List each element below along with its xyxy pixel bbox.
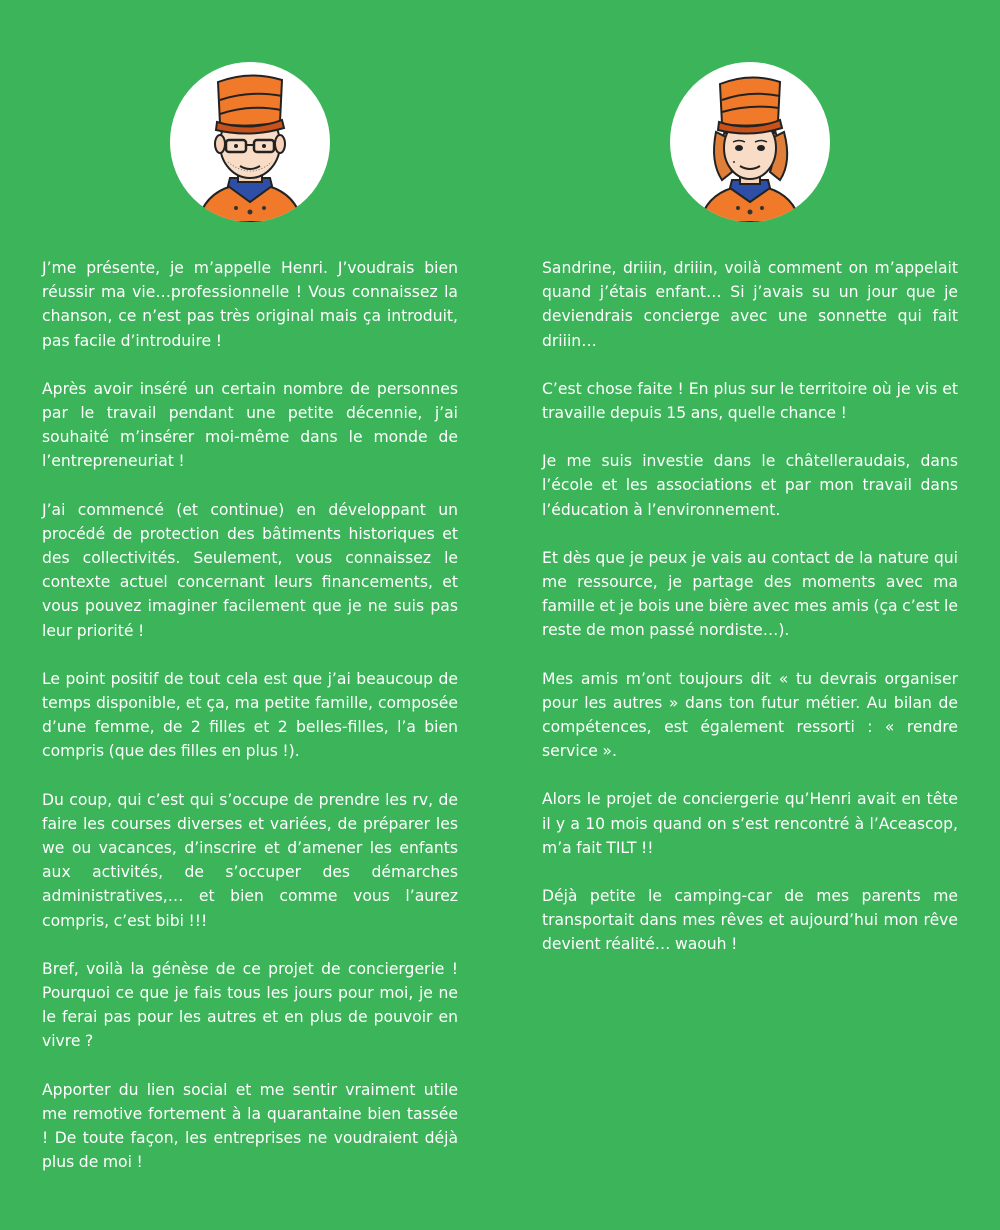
sandrine-paragraph: Je me suis investie dans le châtelleraudais, dans l’école et les associations et par mon travail dans l’éducation à l’environnement. (542, 452, 958, 519)
henri-column (42, 256, 458, 1199)
henri-paragraph: Apporter du lien social et me sentir vraiment utile me remotive fortement à la quarantaine bien tassée ! De toute façon, les entreprises ne voudraient déjà plus de moi ! (42, 1080, 458, 1172)
henri-paragraph: Après avoir inséré un certain nombre de personnes par le travail pendant une petite décennie, j’ai souhaité m’insérer moi-même dans le monde de l’entrepreneuriat ! (42, 379, 458, 471)
sandrine-paragraph: C’est chose faite ! En plus sur le territoire où je vis et travaille depuis 15 ans, quelle chance ! (542, 379, 958, 423)
sandrine-paragraph: Alors le projet de conciergerie qu’Henri avait en tête il y a 10 mois quand on s’est rencontré à l’Aceascop, m’a fait TILT !! (542, 790, 958, 857)
henri-avatar-icon (170, 62, 330, 222)
henri-paragraph: J’me présente, je m’appelle Henri. J’voudrais bien réussir ma vie…professionnelle ! Vous connaissez la chanson, ce n’est pas très original mais ça introduit, pas facile d’introduire ! (42, 259, 458, 350)
sandrine-paragraph: Et dès que je peux je vais au contact de la nature qui me ressource, je partage des moments avec ma famille et je bois une bière avec mes amis (ça c’est le reste de mon passé nordiste…). (542, 548, 958, 640)
sandrine-paragraph: Sandrine, driiin, driiin, voilà comment on m’appelait quand j’étais enfant… Si j’avais su un jour que je deviendrais concierge avec une sonnette qui fait driiin… (542, 259, 958, 350)
henri-paragraph: Bref, voilà la génèse de ce projet de conciergerie ! Pourquoi ce que je fais tous les jours pour moi, je ne le ferai pas pour les autres et en plus de pouvoir en vivre ? (42, 959, 458, 1051)
sandrine-paragraph: Déjà petite le camping-car de mes parents me transportait dans mes rêves et aujourd’hui mon rêve devient réalité… waouh ! (542, 887, 958, 954)
henri-paragraph: Du coup, qui c’est qui s’occupe de prendre les rv, de faire les courses diverses et variées, de préparer les we ou vacances, d’inscrire et d’amener les enfants aux activités, de s’occuper des démarches administratives,… et bien comme vous l’aurez compris, c’est bibi !!! (42, 790, 458, 930)
henri-paragraph: Le point positif de tout cela est que j’ai beaucoup de temps disponible, et ça, ma petite famille, composée d’une femme, de 2 filles et 2 belles-filles, l’a bien compris (que des filles en plus !). (42, 669, 458, 761)
sandrine-avatar-icon (670, 62, 830, 222)
sandrine-column (542, 256, 958, 981)
henri-paragraph: J’ai commencé (et continue) en développant un procédé de protection des bâtiments historiques et des collectivités. Seulement, vous connaissez le contexte actuel concernant leurs financements, et vous pouvez imaginer facilement que je ne suis pas leur priorité ! (42, 500, 458, 640)
sandrine-paragraph: Mes amis m’ont toujours dit « tu devrais organiser pour les autres » dans ton futur métier. Au bilan de compétences, est également ressorti : « rendre service ». (542, 669, 958, 761)
